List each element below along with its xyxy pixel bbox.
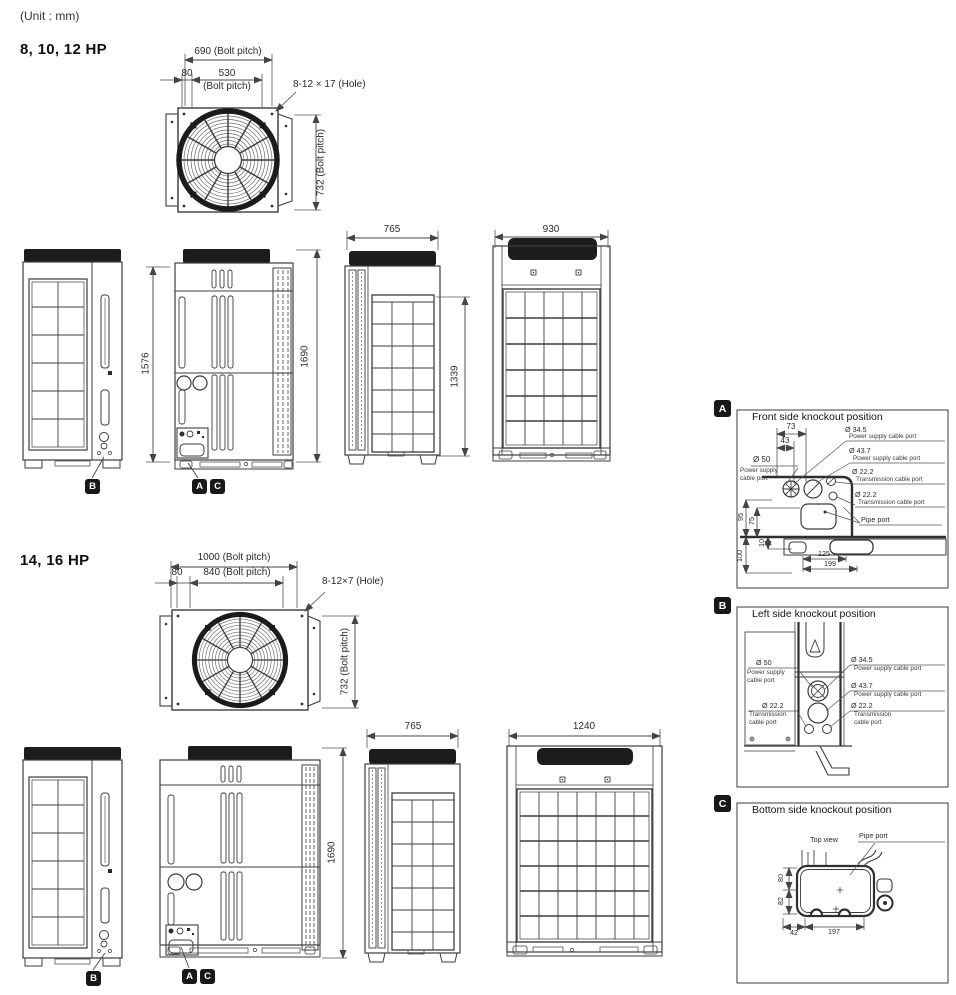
- detail-b-marker: B: [714, 597, 731, 614]
- s1-front-view: [175, 249, 293, 478]
- section2-title: 14, 16 HP: [20, 552, 90, 569]
- s1-hole-label: 8-12 × 17 (Hole): [293, 79, 366, 90]
- s1-dim-80: 80: [181, 68, 193, 79]
- s2-side-view-765: [365, 749, 460, 962]
- a-port-222b-sub: Transmission cable port: [858, 499, 925, 506]
- a-dim-75: 75: [747, 516, 757, 525]
- s1-rear-view-930: [493, 238, 610, 461]
- s1-marker-a: A: [192, 479, 207, 494]
- s2-rear-view-1240: [507, 746, 662, 956]
- s2-dim-1000: 1000 (Bolt pitch): [197, 552, 271, 563]
- detail-a-marker: A: [714, 400, 731, 417]
- a-port-50: Ø 50: [753, 455, 771, 464]
- c-dim-82: 82: [776, 896, 786, 905]
- detail-c-box: [737, 803, 948, 983]
- s2-dim-765: 765: [404, 721, 422, 732]
- a-port-222a-sub: Transmission cable port: [856, 476, 923, 483]
- s2-dim-1240: 1240: [572, 721, 596, 732]
- b-port-222r-sub2: cable port: [854, 719, 882, 726]
- b-port-50-sub1: Power supply: [747, 669, 785, 676]
- s1-side-view-765: [345, 251, 440, 464]
- s1-marker-c: C: [210, 479, 225, 494]
- s2-marker-a: A: [182, 969, 197, 984]
- s1-dim-1339: 1339: [449, 365, 461, 388]
- detail-b-title: Left side knockout position: [752, 608, 876, 620]
- b-port-345: Ø 34.5: [851, 655, 873, 664]
- b-port-222r-sub1: Transmission: [854, 711, 892, 718]
- b-port-437: Ø 43.7: [851, 681, 873, 690]
- c-dim-42: 42: [790, 928, 798, 937]
- a-port-50-sub1: Power supply: [740, 467, 778, 474]
- s2-dim-840: 840 (Bolt pitch): [203, 567, 271, 578]
- c-dim-80: 80: [776, 873, 786, 882]
- s1-dim-732: 732 (Bolt pitch): [315, 128, 327, 197]
- s1-dim-765: 765: [383, 224, 401, 235]
- a-dim-100: 100: [735, 549, 745, 562]
- detail-c-marker: C: [714, 795, 731, 812]
- b-port-50: Ø 50: [756, 658, 772, 667]
- a-dim-199: 199: [824, 559, 836, 568]
- s2-hole-label: 8-12×7 (Hole): [322, 576, 384, 587]
- s2-front-view-wide: [160, 746, 320, 968]
- s1-dim-690: 690 (Bolt pitch): [194, 46, 262, 57]
- unit-note: (Unit : mm): [20, 9, 80, 23]
- a-port-222a: Ø 22.2: [852, 467, 874, 476]
- b-port-437-sub: Power supply cable port: [854, 691, 922, 698]
- s1-dim-1690: 1690: [299, 345, 311, 368]
- detail-a-title: Front side knockout position: [752, 411, 883, 423]
- s1-dim-1576: 1576: [140, 352, 152, 375]
- c-pipe-port-label: Pipe port: [859, 831, 888, 840]
- b-port-345-sub: Power supply cable port: [854, 665, 922, 672]
- c-dim-197: 197: [828, 927, 840, 936]
- a-port-437-sub: Power supply cable port: [853, 455, 921, 462]
- detail-c-title: Bottom side knockout position: [752, 804, 892, 816]
- a-port-50-sub2: cable port: [740, 475, 768, 482]
- s1-dim-530-sub: (Bolt pitch): [203, 81, 251, 92]
- a-port-345: Ø 34.5: [845, 425, 867, 434]
- a-dim-125: 125: [818, 549, 830, 558]
- s1-dim-930: 930: [542, 224, 560, 235]
- s2-dim-80: 80: [171, 567, 183, 578]
- s2-left-side-view: [23, 747, 122, 966]
- s1-marker-b: B: [85, 479, 100, 494]
- s2-dim-1690: 1690: [326, 841, 338, 864]
- section1-title: 8, 10, 12 HP: [20, 41, 107, 58]
- a-dim-73: 73: [786, 422, 796, 431]
- a-dim-10: 10: [757, 538, 767, 547]
- a-port-222b: Ø 22.2: [855, 490, 877, 499]
- a-port-437: Ø 43.7: [849, 446, 871, 455]
- b-port-222l: Ø 22.2: [762, 701, 784, 710]
- s2-dim-732: 732 (Bolt pitch): [339, 627, 351, 696]
- a-pipe-port: Pipe port: [861, 515, 890, 524]
- c-top-view-label: Top view: [810, 835, 838, 844]
- s1-fan-top-view: [166, 108, 292, 212]
- b-port-222l-sub1: Transmission: [749, 711, 787, 718]
- s1-dim-530: 530: [218, 68, 236, 79]
- s2-marker-c: C: [200, 969, 215, 984]
- b-port-222l-sub2: cable port: [749, 719, 777, 726]
- a-dim-43: 43: [780, 436, 790, 445]
- s2-marker-b: B: [86, 971, 101, 986]
- b-port-222r: Ø 22.2: [851, 701, 873, 710]
- a-port-345-sub: Power supply cable port: [849, 433, 917, 440]
- b-port-50-sub2: cable port: [747, 677, 775, 684]
- s2-fan-top-view: [160, 610, 320, 710]
- s1-left-side-view: [23, 249, 122, 468]
- a-dim-95: 95: [736, 512, 746, 521]
